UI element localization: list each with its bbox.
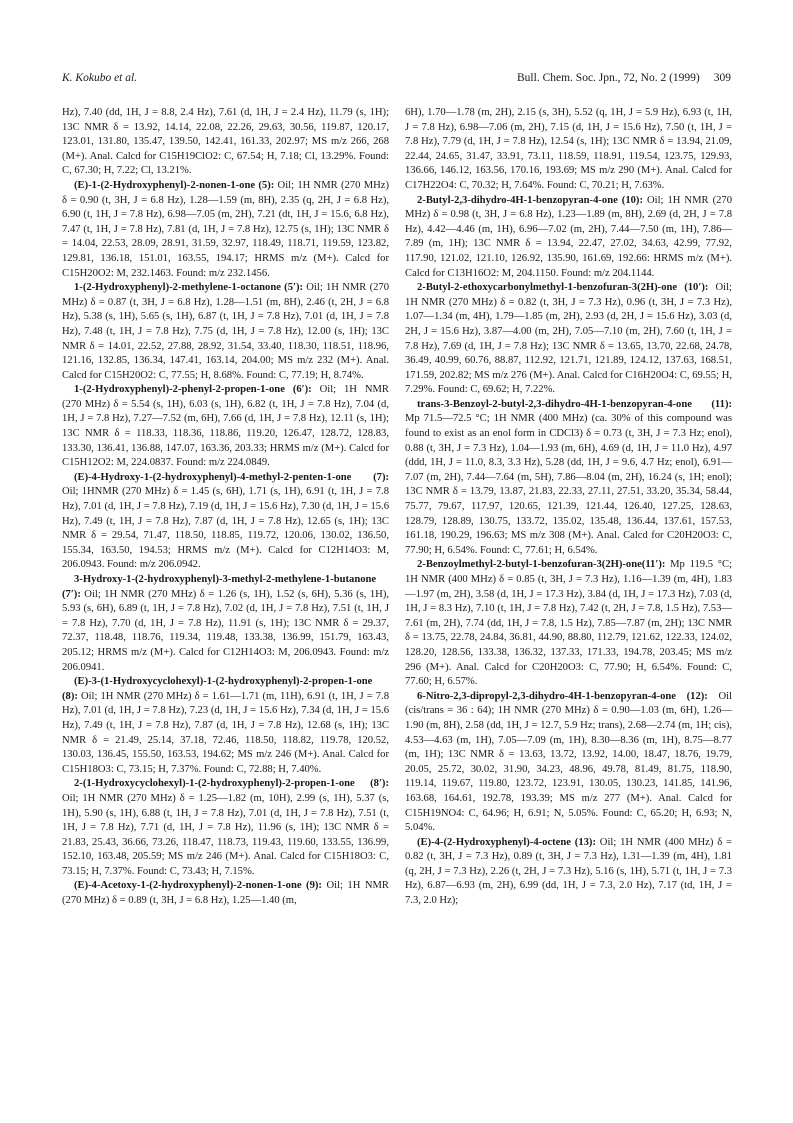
compound-name: 6-Nitro-2,3-dipropyl-2,3-dihydro-4H-1-benzopyran-4-one (12): [417, 690, 708, 702]
right-column [405, 106, 732, 1081]
page-number: 309 [713, 72, 731, 84]
spectral-data: 6H), 1.70—1.78 (m, 2H), 2.15 (s, 3H), 5.52 (q, 1H, J = 5.9 Hz), 6.93 (t, 1H, J = 7.8 Hz), 6.98—7.06 (m, 2H), 7.15 (d, 1H, J = 15.6 Hz), 7.50 (t, 1H, J = 7.8 Hz), 7.79 (d, 1H, J = 7.8 Hz), 12.54 (s, 1H); 13C NMR δ = 13.94, 21.09, 22.44, 24.65, 31.47, 33.91, 73.11, 118.59, 118.91, 119.54, 123.75, 129.93, 136.66, 146.12, 163.56, 170.16, 193.69; MS m/z 290 (M+). Anal. Calcd for C17H22O4: C, 70.32; H, 7.64%. Found: C, 70.21; H, 7.63%. [405, 107, 732, 191]
left-column [62, 106, 389, 1081]
header-authors: K. Kokubo et al. [62, 72, 138, 84]
compound-entry [405, 106, 732, 194]
compound-entry [62, 777, 389, 879]
running-header [62, 72, 731, 90]
spectral-data: Oil; 1HNMR (270 MHz) δ = 1.45 (s, 6H), 1.71 (s, 1H), 6.91 (t, 1H, J = 7.8 Hz), 7.01 (d, 1H, J = 7.8 Hz), 7.19 (d, 1H, J = 15.6 Hz), 7.30 (d, 1H, J = 15.6 Hz), 7.49 (t, 1H, J = 7.8 Hz), 7.87 (d, 1H, J = 7.8 Hz), 12.65 (s, 1H); 13C NMR δ = 29.54, 71.47, 118.50, 118.85, 119.72, 120.06, 130.02, 136.50, 155.34, 163.50, 194.53; HRMS m/z (M+). Calcd for C12H14O3: M, 206.0943. Found: m/z 206.0942. [62, 486, 389, 571]
spectral-data: Oil; 1H NMR (270 MHz) δ = 1.25—1.82 (m, 10H), 2.99 (s, 1H), 5.37 (s, 1H), 5.90 (s, 1H), 6.88 (t, 1H, J = 7.8 Hz), 7.01 (d, 1H, J = 7.8 Hz), 7.51 (t, 1H, J = 7.8 Hz), 7.71 (d, 1H, J = 7.8 Hz), 11.96 (s, 1H); 13C NMR δ = 21.83, 25.43, 36.66, 73.26, 118.47, 118.73, 119.43, 119.60, 133.55, 136.99, 152.10, 163.48, 205.59; MS m/z 246 (M+). Anal. Calcd for C15H18O3: C, 73.15; H, 7.37%. Found: C, 73.43; H, 7.15%. [62, 792, 389, 877]
spectral-data: Oil; 1H NMR (400 MHz) δ = 0.82 (t, 3H, J = 7.3 Hz), 0.89 (t, 3H, J = 7.3 Hz), 1.31—1.39 (m, 4H), 1.81 (q, 2H, J = 7.3 Hz), 2.26 (t, 2H, J = 7.3 Hz), 5.16 (s, 1H), 5.71 (t, 1H, J = 7.3 Hz), 6.87—6.93 (m, 2H), 6.99 (dd, 1H, J = 7.3, 2.0 Hz), 7.17 (td, 1H, J = 7.3, 2.0 Hz); [405, 836, 732, 907]
compound-name: 2-Butyl-2,3-dihydro-4H-1-benzopyran-4-one (10): [417, 194, 643, 206]
compound-entry [62, 383, 389, 471]
compound-entry [405, 558, 732, 689]
compound-name: (E)-4-Hydroxy-1-(2-hydroxyphenyl)-4-methyl-2-penten-1-one (7): [74, 471, 389, 483]
compound-entry [405, 281, 732, 398]
spectral-data: Mp 71.5—72.5 °C; 1H NMR (400 MHz) (ca. 30% of this compound was found to exist as an enol form in CDCl3) δ = 0.73 (t, 3H, J = 7.3 Hz; enol), 0.88 (t, 3H, J = 7.3 Hz), 1.04—1.93 (m, 6H), 4.69 (d, 1H, J = 11.0 Hz), 4.97 (ddd, 1H, J = 11.0, 8.3, 3.3 Hz), 5.28 (dd, 1H, J = 9.6, 4.7 Hz; enol), 6.91—7.07 (m, 2H), 7.44—7.64 (m, 5H), 7.86—8.04 (m, 2H), 16.24 (s, 1H; enol); 13C NMR δ = 13.79, 13.87, 21.83, 22.33, 27.11, 27.51, 33.20, 35.34, 58.44, 75.77, 79.67, 117.97, 120.65, 121.39, 121.44, 126.40, 127.25, 128.63, 128.79, 128.89, 130.75, 133.72, 135.02, 135.48, 136.44, 137.61, 157.53, 161.18, 190.29, 196.63; MS m/z 308 (M+). Anal. Calcd for C20H20O3: C, 77.90; H, 6.54%. Found: C, 77.61; H, 6.54%. [405, 413, 732, 556]
compound-name: trans-3-Benzoyl-2-butyl-2,3-dihydro-4H-1-benzopyran-4-one (11): [417, 398, 732, 410]
spectral-data: Hz), 7.40 (dd, 1H, J = 8.8, 2.4 Hz), 7.61 (d, 1H, J = 2.4 Hz), 11.79 (s, 1H); 13C NMR δ = 13.92, 14.14, 22.08, 22.26, 29.63, 30.56, 119.87, 120.17, 123.01, 131.80, 135.47, 139.50, 142.41, 161.33, 202.97; MS m/z 266, 268 (M+). Anal. Calcd for C15H19ClO2: C, 67.54; H, 7.18; Cl, 13.29%. Found: C, 67.30; H, 7.22; Cl, 13.21%. [62, 107, 389, 177]
compound-name: 2-Benzoylmethyl-2-butyl-1-benzofuran-3(2H)-one(11′): [417, 559, 666, 571]
compound-entry [405, 836, 732, 909]
compound-name: (E)-4-(2-Hydroxyphenyl)-4-octene (13): [417, 836, 596, 848]
spectral-data: Oil; 1H NMR (270 MHz) δ = 0.89 (t, 3H, J = 6.8 Hz), 1.25—1.40 (m, [62, 880, 389, 907]
compound-entry [62, 471, 389, 573]
compound-entry [405, 194, 732, 282]
compound-entry [62, 179, 389, 281]
compound-name: 1-(2-Hydroxyphenyl)-2-methylene-1-octanone (5′): [74, 282, 304, 294]
spectral-data: Oil; 1H NMR (270 MHz) δ = 5.54 (s, 1H), 6.03 (s, 1H), 6.82 (t, 1H, J = 7.8 Hz), 7.04 (d, 1H, J = 7.8 Hz), 7.27—7.52 (m, 6H), 7.66 (d, 1H, J = 7.8 Hz), 12.11 (s, 1H); 13C NMR δ = 118.33, 118.36, 118.86, 119.20, 126.47, 128.72, 128.83, 133.30, 136.41, 136.88, 147.07, 163.36, 203.33; HRMS m/z (M+). Calcd for C15H12O2: M, 224.0837. Found: m/z 224.0849. [62, 384, 389, 469]
spectral-data: Oil (cis/trans = 36 : 64); 1H NMR (270 MHz) δ = 0.90—1.03 (m, 6H), 1.26—1.90 (m, 8H), 2.58 (dd, 1H, J = 12.7, 5.9 Hz; trans), 2.68—2.74 (m, 1H; cis), 4.53—4.63 (m, 1H), 7.05—7.09 (m, 1H), 8.30—8.36 (m, 1H), 8.75—8.77 (m, 1H); 13C NMR δ = 13.63, 13.72, 13.92, 14.00, 18.47, 18.76, 19.79, 20.05, 25.72, 30.02, 31.90, 34.23, 48.96, 49.78, 81.49, 81.75, 118.90, 119.14, 119.67, 119.80, 123.72, 123.91, 130.05, 130.23, 141.85, 141.96, 163.68, 164.61, 192.78, 193.39; MS m/z 277 (M+). Anal. Calcd for C15H19NO4: C, 64.96; H, 6.91; N, 5.05%. Found: C, 65.20; H, 6.93; N, 5.04%. [405, 690, 732, 834]
spectral-data: Oil; 1H NMR (270 MHz) δ = 1.61—1.71 (m, 11H), 6.91 (t, 1H, J = 7.8 Hz), 7.01 (d, 1H, J = 7.8 Hz), 7.23 (d, 1H, J = 15.6 Hz), 7.34 (d, 1H, J = 15.6 Hz), 7.49 (t, 1H, J = 7.8 Hz), 7.87 (d, 1H, J = 7.8 Hz), 12.68 (s, 1H); 13C NMR δ = 21.49, 25.14, 37.18, 72.46, 118.50, 118.82, 119.78, 120.52, 130.03, 136.45, 155.50, 163.53, 194.62; MS m/z 246 (M+). Anal. Calcd for C15H18O3: C, 73.15; H, 7.37%. Found: C, 72.88; H, 7.40%. [62, 690, 389, 775]
compound-entry [62, 106, 389, 179]
header-journal: Bull. Chem. Soc. Jpn., 72, No. 2 (1999) [517, 72, 700, 84]
header-right [517, 72, 731, 84]
spectral-data: Oil; 1H NMR (270 MHz) δ = 0.82 (t, 3H, J = 7.3 Hz), 0.96 (t, 3H, J = 7.3 Hz), 1.07—1.34 (m, 4H), 1.79—1.85 (m, 2H), 2.93 (d, 2H, J = 15.6 Hz), 3.03 (d, 2H, J = 15.6 Hz), 3.87—4.00 (m, 2H), 7.05—7.10 (m, 2H), 7.60 (t, 1H, J = 7.8 Hz), 7.69 (d, 1H, J = 7.8 Hz); 13C NMR δ = 13.65, 13.70, 22.68, 24.78, 36.49, 40.99, 60.76, 88.87, 112.92, 121.71, 121.89, 124.12, 137.63, 168.51, 171.59, 202.82; MS m/z 276 (M+). Anal. Calcd for C16H20O4: C, 69.55; H, 7.29%. Found: C, 69.62; H, 7.22%. [405, 282, 732, 396]
compound-name: 3-Hydroxy-1-(2-hydroxyphenyl)-3-methyl-2-methylene-1-butanone (7′): [62, 574, 377, 600]
spectral-data: Mp 119.5 °C; 1H NMR (400 MHz) δ = 0.85 (t, 3H, J = 7.3 Hz), 1.16—1.39 (m, 4H), 1.83—1.97 (m, 2H), 3.58 (d, 1H, J = 17.3 Hz), 3.84 (d, 1H, J = 17.3 Hz), 7.03 (d, 1H, J = 8.3 Hz), 7.10 (t, 1H, J = 7.8 Hz), 7.42 (t, 2H, J = 7.8, 1.5 Hz), 7.53—7.61 (m, 2H), 7.74 (dd, 1H, J = 7.8, 1.5 Hz), 7.85—7.87 (m, 2H); 13C NMR δ = 13.75, 22.78, 24.84, 36.81, 44.90, 88.80, 112.79, 121.62, 122.33, 124.02, 128.20, 128.56, 133.38, 136.32, 137.33, 171.33, 194.78, 203.45; MS m/z 296 (M+). Anal. Calcd for C20H20O3: C, 77.90; H, 6.54%. Found: C, 77.60; H, 6.57%. [405, 559, 732, 688]
compound-name: 2-Butyl-2-ethoxycarbonylmethyl-1-benzofuran-3(2H)-one (10′): [417, 282, 709, 294]
compound-entry [62, 675, 389, 777]
compound-name: 1-(2-Hydroxyphenyl)-2-phenyl-2-propen-1-one (6′): [74, 384, 312, 396]
compound-entry [405, 398, 732, 559]
compound-name: 2-(1-Hydroxycyclohexyl)-1-(2-hydroxyphenyl)-2-propen-1-one (8′): [74, 778, 389, 790]
compound-entry [62, 281, 389, 383]
compound-name: (E)-1-(2-Hydroxyphenyl)-2-nonen-1-one (5): [74, 179, 275, 191]
compound-entry [405, 690, 732, 836]
compound-name: (E)-3-(1-Hydroxycyclohexyl)-1-(2-hydroxyphenyl)-2-propen-1-one (8): [62, 676, 373, 702]
spectral-data: Oil; 1H NMR (270 MHz) δ = 0.87 (t, 3H, J = 6.8 Hz), 1.28—1.51 (m, 8H), 2.46 (t, 2H, J = 6.8 Hz), 5.38 (s, 1H), 5.65 (s, 1H), 6.87 (t, 1H, J = 7.8 Hz), 7.01 (d, 1H, J = 7.8 Hz), 7.48 (t, 1H, J = 7.8 Hz), 7.75 (d, 1H, J = 7.8 Hz), 12.00 (s, 1H); 13C NMR δ = 14.01, 22.52, 27.88, 28.92, 31.54, 33.40, 118.30, 118.51, 118.96, 121.16, 132.85, 136.34, 147.41, 163.14, 204.00; MS m/z 232 (M+). Anal. Calcd for C15H20O2: C, 77.55; H, 8.68%. Found: C, 77.19; H, 8.74%. [62, 282, 389, 381]
compound-entry [62, 573, 389, 675]
spectral-data: Oil; 1H NMR (270 MHz) δ = 1.26 (s, 1H), 1.52 (s, 6H), 5.36 (s, 1H), 5.93 (s, 6H), 6.89 (t, 1H, J = 7.8 Hz), 7.02 (d, 1H, J = 7.8 Hz), 7.51 (t, 1H, J = 7.8 Hz), 7.70 (d, 1H, J = 7.8 Hz), 11.91 (s, 1H); 13C NMR δ = 29.37, 72.37, 118.48, 118.76, 119.34, 119.48, 133.38, 136.99, 151.79, 163.43, 205.12; HRMS m/z (M+). Calcd for C12H14O3: M, 206.0943. Found: m/z 206.0941. [62, 588, 389, 673]
spectral-data: Oil; 1H NMR (270 MHz) δ = 0.98 (t, 3H, J = 6.8 Hz), 1.23—1.89 (m, 8H), 2.69 (d, 2H, J = 7.8 Hz), 4.42—4.46 (m, 1H), 6.96—7.02 (m, 2H), 7.44—7.50 (m, 1H), 7.86—7.89 (m, 1H); 13C NMR δ = 13.94, 22.47, 27.02, 34.63, 42.99, 77.92, 117.90, 121.02, 121.10, 126.92, 135.90, 161.69, 192.66: HRMS m/z (M+). Calcd for C13H16O2: M, 204.1150. Found: m/z 204.1144. [405, 194, 732, 279]
spectral-data: Oil; 1H NMR (270 MHz) δ = 0.90 (t, 3H, J = 6.8 Hz), 1.28—1.59 (m, 8H), 2.35 (q, 2H, J = 6.8 Hz), 6.90 (t, 1H, J = 7.8 Hz), 6.98—7.05 (m, 2H), 7.21 (dt, 1H, J = 15.6, 6.8 Hz), 7.47 (t, 1H, J = 7.8 Hz), 7.81 (d, 1H, J = 7.8 Hz), 12.75 (s, 1H); 13C NMR δ = 14.04, 22.53, 28.09, 28.91, 31.59, 32.97, 118.49, 118.71, 119.59, 123.82, 129.81, 136.18, 151.01, 163.55, 194.17; HRMS m/z (M+). Calcd for C15H20O2: M, 232.1463. Found: m/z 232.1456. [62, 179, 389, 279]
compound-name: (E)-4-Acetoxy-1-(2-hydroxyphenyl)-2-nonen-1-one (9): [74, 880, 322, 892]
compound-entry [62, 879, 389, 908]
